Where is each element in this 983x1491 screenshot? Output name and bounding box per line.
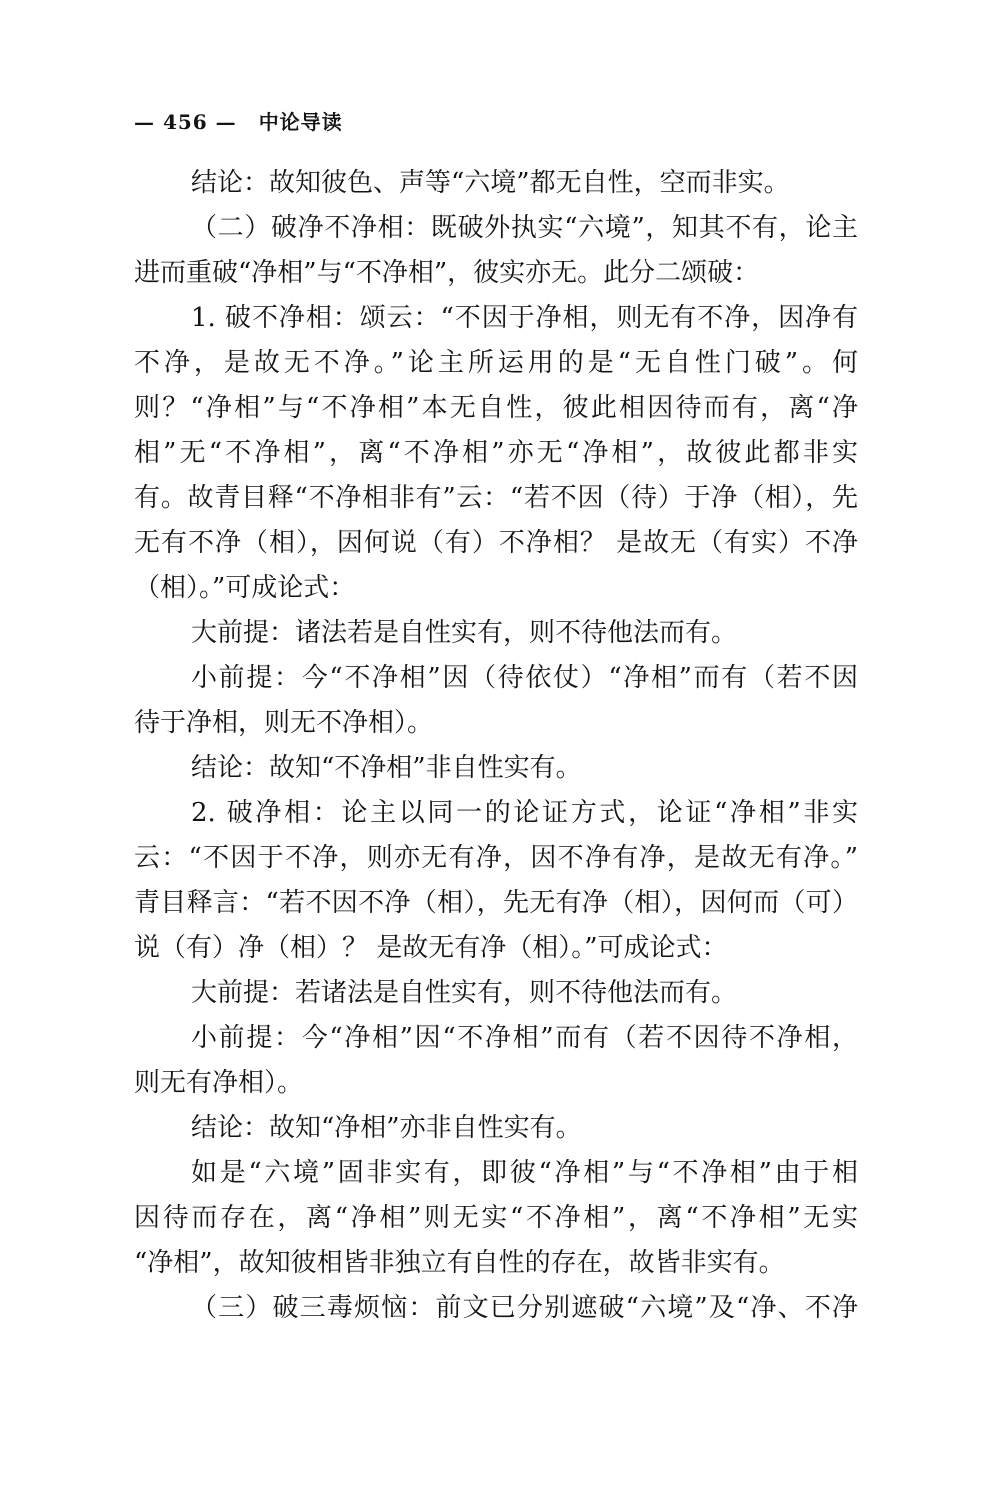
text-line: 结论：故知“净相”亦非自性实有。 [191,1113,582,1143]
text-line: 青目释言：“若不因不净（相），先无有净（相），因何而（可） [134,888,858,918]
text-line: 云：“不因于不净，则亦无有净，因不净有净，是故无有净。” [134,843,858,873]
text-line: 2. 破净相：论主以同一的论证方式，论证“净相”非实 [191,798,858,828]
text-line: 因待而存在，离“净相”则无实“不净相”，离“不净相”无实 [134,1203,858,1233]
text-line: （二）破净不净相：既破外执实“六境”，知其不有，论主 [191,213,858,243]
text-line: 相”无“不净相”，离“不净相”亦无“净相”，故彼此都非实 [134,438,858,468]
text-line: 大前提：诸法若是自性实有，则不待他法而有。 [191,618,738,648]
text-line: 则？“净相”与“不净相”本无自性，彼此相因待而有，离“净 [134,393,858,423]
book-title: 中论导读 [258,110,343,134]
text-line: 结论：故知“不净相”非自性实有。 [191,753,582,783]
page-header [134,106,343,135]
text-line: 1. 破不净相：颂云：“不因于净相，则无有不净，因净有 [191,303,858,333]
text-line: 小前提：今“净相”因“不净相”而有（若不因待不净相， [191,1023,858,1053]
text-line: 如是“六境”固非实有，即彼“净相”与“不净相”由于相 [191,1158,858,1188]
text-line: （三）破三毒烦恼：前文已分别遮破“六境”及“净、不净 [191,1293,858,1323]
text-line: 大前提：若诸法是自性实有，则不待他法而有。 [191,978,738,1008]
text-line: 不净，是故无不净。”论主所运用的是“无自性门破”。何 [134,348,858,378]
text-line: “净相”，故知彼相皆非独立有自性的存在，故皆非实有。 [134,1248,785,1278]
text-line: 有。故青目释“不净相非有”云：“若不因（待）于净（相），先 [134,483,858,513]
text-line: （相）。”可成论式： [134,573,356,603]
text-line: 待于净相，则无不净相）。 [134,708,434,738]
text-line: 无有不净（相），因何说（有）不净相？ 是故无（有实）不净 [134,528,858,558]
text-line: 则无有净相）。 [134,1068,304,1098]
text-line: 进而重破“净相”与“不净相”，彼实亦无。此分二颂破： [134,258,760,288]
text-line: 结论：故知彼色、声等“六境”都无自性，空而非实。 [191,168,790,198]
page-number: — 456 — [134,110,237,134]
body-text [134,161,858,1331]
text-line: 说（有）净（相）？ 是故无有净（相）。”可成论式： [134,933,728,963]
text-line: 小前提：今“不净相”因（待依仗）“净相”而有（若不因 [191,663,858,693]
